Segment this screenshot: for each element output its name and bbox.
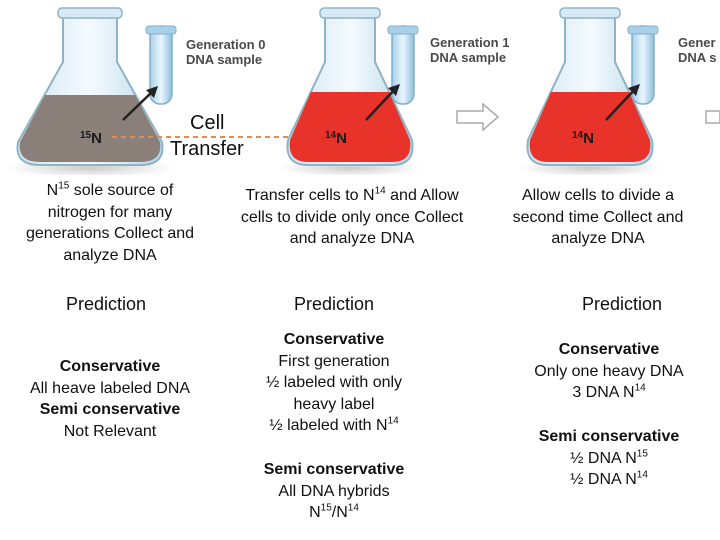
col2-conservative-title: Conservative (283, 331, 385, 348)
gen1-subtitle: DNA sample (430, 50, 507, 65)
col2-semi-line2: $N^{15}/N^{14}$ (309, 502, 359, 521)
gen2-title: Gener (678, 35, 716, 50)
col3-conservative-title: Conservative (558, 341, 660, 358)
col1-semi-title: Semi conservative (39, 401, 181, 418)
col1-description: $N^{15}$ sole source of nitrogen for many generations Collect and analyze DNA (25, 180, 195, 264)
col2-conservative-line2: ½ labeled with only heavy label (265, 374, 403, 413)
col3-conservative-line1: Only one heavy DNA (534, 362, 684, 380)
cell-transfer-line1: Cell (190, 112, 225, 134)
col2-semi-block (244, 459, 424, 524)
col2-conservative-line3: ½ labeled with $N^{14}$ (269, 415, 399, 434)
next-arrow-icon (457, 104, 498, 130)
gen0-title: Generation 0 (186, 37, 266, 52)
col3-prediction: Prediction (581, 294, 663, 314)
col2-prediction: Prediction (293, 294, 375, 314)
col1-prediction-body (20, 356, 200, 442)
flask-gen0-label: $^{15}$N (80, 129, 102, 147)
flask-gen2-label: $^{14}$N (572, 129, 594, 147)
col2-conservative-block (244, 329, 424, 437)
col3-semi-block (514, 426, 704, 491)
col1-conservative-text: All heave labeled DNA (29, 379, 191, 397)
gen1-title: Generation 1 (430, 35, 510, 50)
flask-gen1-label: $^{14}$N (325, 129, 347, 147)
col2-semi-line1: All DNA hybrids (278, 482, 390, 500)
col3-description: Allow cells to divide a second time Collect and analyze DNA (512, 187, 684, 247)
col1-prediction: Prediction (65, 294, 147, 314)
col3-semi-line1: ½ DNA $N^{15}$ (570, 448, 648, 467)
meselson-stahl-figure (0, 0, 720, 175)
col3-semi-line2: ½ DNA $N^{14}$ (570, 469, 648, 488)
col2-description: Transfer cells to $N^{14}$ and Allow cells to divide only once Collect and analyze DNA (240, 185, 464, 247)
col1-conservative-title: Conservative (59, 358, 161, 375)
col3-conservative-line2: 3 DNA $N^{14}$ (572, 382, 646, 401)
col1-semi-text: Not Relevant (63, 422, 157, 440)
col2-semi-title: Semi conservative (263, 461, 405, 478)
gen2-subtitle: DNA s (678, 50, 717, 65)
next-arrow-partial-icon (706, 111, 720, 123)
col3-conservative-block (514, 339, 704, 404)
cell-transfer-line2: Transfer (170, 138, 244, 160)
gen0-subtitle: DNA sample (186, 52, 263, 67)
col3-semi-title: Semi conservative (538, 428, 680, 445)
col2-conservative-line1: First generation (278, 352, 390, 370)
